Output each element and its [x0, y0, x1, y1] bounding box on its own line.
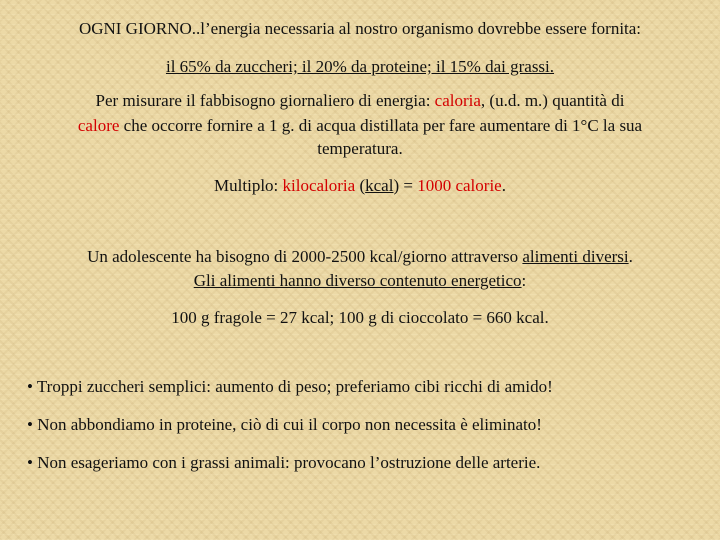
- calore-term: calore: [77, 116, 120, 135]
- adolescent-end-2: :: [521, 271, 527, 290]
- adolescent-text-1: Un adolescente ha bisogno di 2000-2500 kcal/giorno attraverso: [87, 247, 523, 266]
- definition-text-3: temperatura.: [317, 139, 403, 158]
- kilocaloria-term: kilocaloria: [282, 176, 356, 195]
- definition-end-1: , (u.d. m.) quantità di: [480, 91, 625, 110]
- example-text: 100 g fragole = 27 kcal; 100 g di cioccolato = 660 kcal.: [171, 308, 549, 327]
- bullet-text: • Non esageriamo con i grassi animali: provocano l’ostruzione delle arterie.: [27, 453, 541, 472]
- contenuto-energetico-link: Gli alimenti hanno diverso contenuto energetico: [193, 271, 522, 290]
- multiple-open: (: [355, 176, 366, 195]
- proportions-text: il 65% da zuccheri; il 20% da proteine; il 15% dai grassi.: [165, 57, 555, 76]
- definition-line-1: [0, 90, 720, 112]
- multiple-end: .: [501, 176, 506, 195]
- example-line: [0, 307, 720, 329]
- adolescent-end-1: .: [628, 247, 633, 266]
- intro-rest: l’energia necessaria al nostro organismo dovrebbe essere fornita:: [200, 19, 642, 38]
- intro-lead: OGNI GIORNO..: [78, 19, 201, 38]
- multiple-mid: ) =: [393, 176, 418, 195]
- bullet-item: [0, 414, 720, 436]
- alimenti-diversi-link: alimenti diversi: [522, 247, 629, 266]
- multiple-line: [0, 175, 720, 197]
- adolescent-line-1: [0, 246, 720, 268]
- caloria-term: caloria: [434, 91, 481, 110]
- bullet-item: [0, 376, 720, 398]
- adolescent-line-2: [0, 270, 720, 292]
- definition-text-2: che occorre fornire a 1 g. di acqua distillata per fare aumentare di 1°C la sua: [119, 116, 643, 135]
- bullet-text: • Non abbondiamo in proteine, ciò di cui il corpo non necessita è eliminato!: [27, 415, 542, 434]
- definition-line-2: [0, 115, 720, 137]
- intro-line: [0, 18, 720, 40]
- kcal-unit: kcal: [365, 176, 394, 195]
- proportions-line: [0, 56, 720, 78]
- multiple-prefix: Multiplo:: [214, 176, 283, 195]
- calorie-value: 1000 calorie: [417, 176, 502, 195]
- definition-line-3: [0, 138, 720, 160]
- bullet-item: [0, 452, 720, 474]
- definition-text-1: Per misurare il fabbisogno giornaliero di energia:: [95, 91, 435, 110]
- bullet-text: • Troppi zuccheri semplici: aumento di peso; preferiamo cibi ricchi di amido!: [27, 377, 553, 396]
